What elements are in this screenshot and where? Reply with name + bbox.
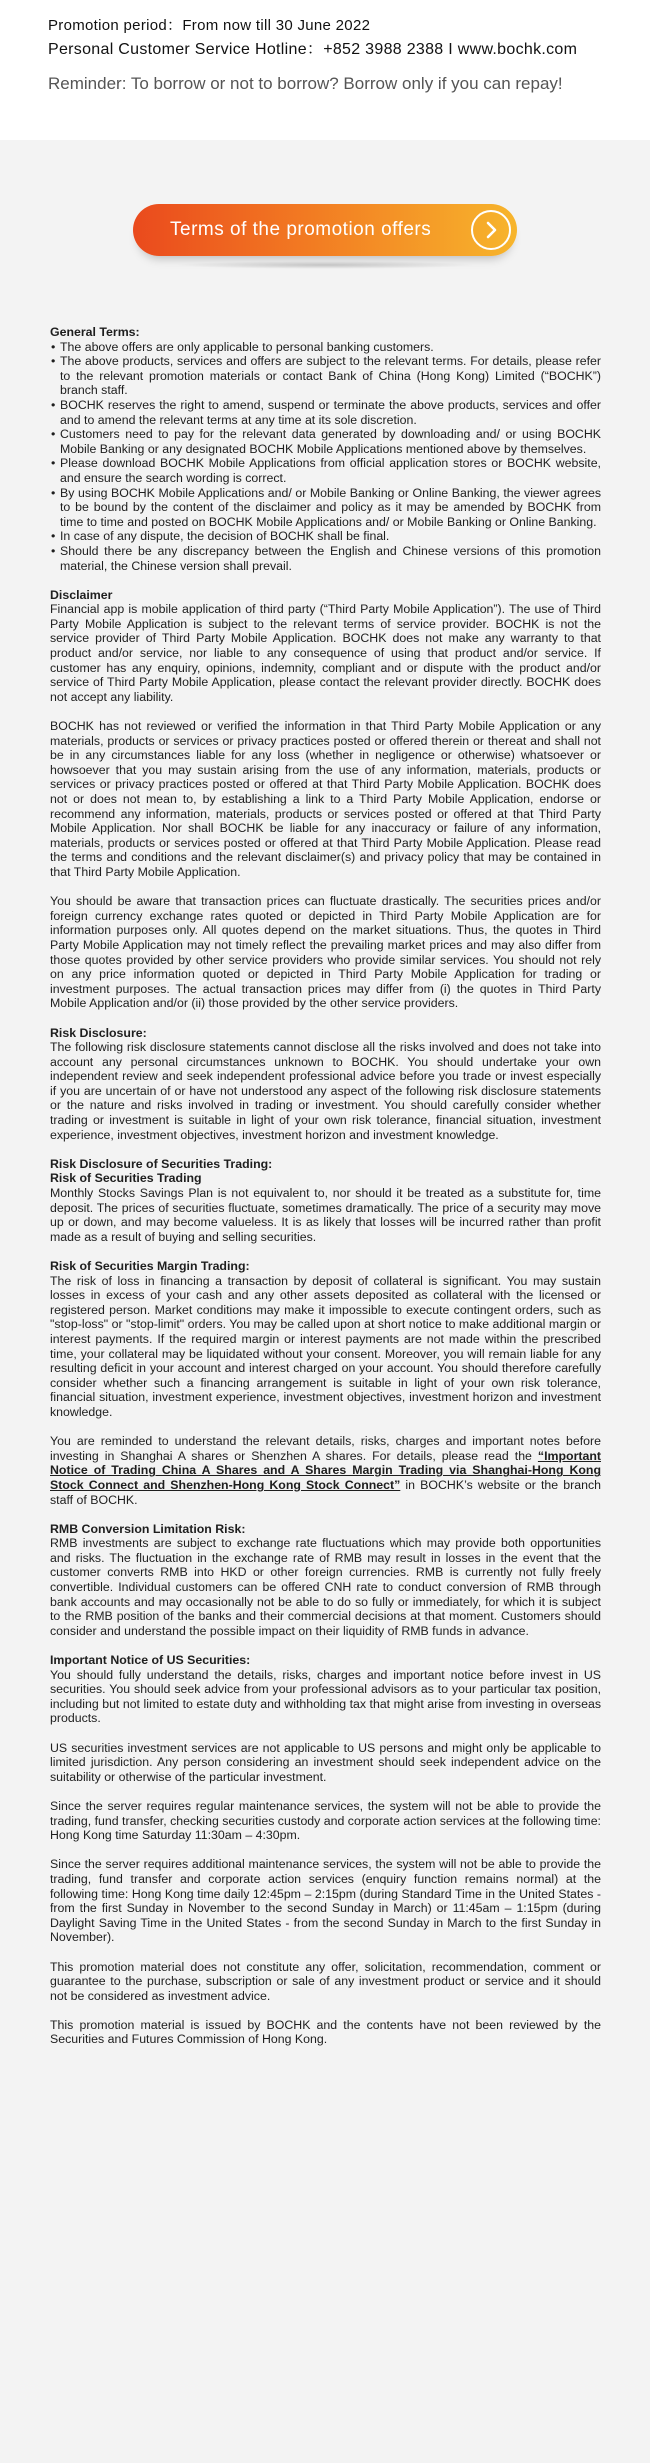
notice-text-before: You are reminded to understand the relevant details, risks, charges and important notes before investing in Shanghai A shares or Shenzhen A shares. For details, please read the <box>50 1434 601 1463</box>
list-item: • Should there be any discrepancy between the English and Chinese versions of this promotion material, the Chinese version shall prevail. <box>50 544 601 573</box>
customer-hotline: Personal Customer Service Hotline：+852 3988 2388 I www.bochk.com <box>48 41 578 58</box>
list-item: • The above products, services and offers are subject to the relevant terms. For details, please refer to the relevant promotion materials or contact Bank of China (Hong Kong) Limited (“BOCHK”) branch staff. <box>50 354 601 398</box>
list-item: • Please download BOCHK Mobile Applications from official application stores or BOCHK website, and ensure the search wording is correct. <box>50 456 601 485</box>
us-securities-paragraph: US securities investment services are not applicable to US persons and might only be applicable to limited jurisdiction. Any person considering an investment should seek independent advice on the suitability or otherwise of the particular investment. <box>50 1740 601 1784</box>
button-shadow <box>175 261 475 269</box>
a-shares-notice-paragraph <box>50 1434 601 1507</box>
list-item: • The above offers are only applicable to personal banking customers. <box>50 340 601 355</box>
promotion-period: Promotion period：From now till 30 June 2022 <box>48 17 371 34</box>
borrowing-reminder: Reminder: To borrow or not to borrow? Borrow only if you can repay! <box>48 74 563 93</box>
securities-trading-heading: Risk Disclosure of Securities Trading: <box>50 1156 273 1171</box>
terms-of-promotion-button[interactable] <box>133 204 517 256</box>
list-item: • By using BOCHK Mobile Applications and/ or Mobile Banking or Online Banking, the viewer agrees to be bound by the content of the disclaimer and policy as it may be amended by BOCHK from time to time and posted on BOCHK Mobile Applications and/ or Mobile Banking or Online Banking. <box>50 486 601 530</box>
risk-disclosure-heading: Risk Disclosure: <box>50 1025 147 1040</box>
general-terms-list <box>50 340 601 574</box>
general-terms-heading: General Terms: <box>50 325 140 339</box>
maintenance-notice-paragraph: Since the server requires regular maintenance services, the system will not be able to provide the trading, fund transfer, checking securities custody and corporate action services at the following time: Hong Kong time Saturday 11:30am – 4:30pm. <box>50 1798 601 1843</box>
us-securities-heading: Important Notice of US Securities: <box>50 1653 251 1668</box>
rmb-risk-paragraph: RMB investments are subject to exchange rate fluctuations which may provide both opportunities and risks. The fluctuation in the exchange rate of RMB may result in losses in the event that the customer converts RMB into HKD or other foreign currencies. RMB is currently not fully freely convertible. Individual customers can be offered CNH rate to conduct conversion of RMB through bank accounts and may occasionally not be able to do so fully or immediately, for which it is subject to the RMB position of the banks and their commercial decisions at that moment. Customers should consider and understand the possible impact on their liquidity of RMB funds in advance. <box>50 1536 601 1638</box>
disclaimer-paragraph: BOCHK has not reviewed or verified the information in that Third Party Mobile Application or any materials, products or services or privacy practices posted or offered therein or thereat and shall not be in any circumstances liable for any loss (whether in negligence or otherwise) whatsoever or howsoever that you may sustain arising from the use of any information, materials, products or services or privacy practices posted or offered at that Third Party Mobile Application. BOCHK does not or does not mean to, by establishing a link to a Third Party Mobile Application, endorse or recommend any information, materials, products or services posted or offered at that Third Party Mobile Application. Nor shall BOCHK be liable for any inaccuracy or failure of any information, materials, products or services posted or offered at that Third Party Mobile Application. Please read the terms and conditions and the relevant disclaimer(s) and privacy policy that may be contained in that Third Party Mobile Application. <box>50 719 601 879</box>
disclaimer-heading: Disclaimer <box>50 587 113 602</box>
rmb-risk-heading: RMB Conversion Limitation Risk: <box>50 1521 246 1536</box>
margin-trading-heading: Risk of Securities Margin Trading: <box>50 1259 250 1273</box>
list-item: • In case of any dispute, the decision of BOCHK shall be final. <box>50 529 601 544</box>
securities-trading-subheading: Risk of Securities Trading <box>50 1171 202 1186</box>
list-item: • Customers need to pay for the relevant data generated by downloading and/ or using BOCHK Mobile Banking or any designated BOCHK Mobile Applications mentioned above by themselves. <box>50 427 601 456</box>
risk-disclosure-paragraph: The following risk disclosure statements cannot disclose all the risks involved and does not take into account any personal circumstances unknown to BOCHK. You should undertake your own independent review and seek independent professional advice before you trade or invest especially if you are uncertain of or have not understood any aspect of the following risk disclosure statements or the nature and risks involved in trading or investment. You should carefully consider whether trading or investment is suitable in light of your own risk tolerance, financial situation, investment experience, investment objectives, investment horizon and investment knowledge. <box>50 1040 601 1142</box>
list-item: • BOCHK reserves the right to amend, suspend or terminate the above products, services and offer and to amend the relevant terms at any time at its sole discretion. <box>50 398 601 427</box>
chevron-right-icon <box>471 210 511 250</box>
securities-trading-paragraph: Monthly Stocks Savings Plan is not equivalent to, nor should it be treated as a substitute for, time deposit. The prices of securities fluctuate, sometimes dramatically. The price of a security may move up or down, and may become valueless. It is as likely that losses will be incurred rather than profit made as a result of buying and selling securities. <box>50 1186 601 1244</box>
disclaimer-paragraph: Financial app is mobile application of third party (“Third Party Mobile Application”). The use of Third Party Mobile Application is subject to the relevant terms of service provider. BOCHK is not the service provider of Third Party Mobile Application. BOCHK does not make any warranty to that product and/or service, nor liable to any consequence of using that product and/or service. If customer has any enquiry, opinions, indemnity, compliant and or dispute with the product and/or service of Third Party Mobile Application, please contact the relevant provider directly. BOCHK does not accept any liability. <box>50 602 601 704</box>
us-securities-paragraph: You should fully understand the details, risks, charges and important notice before invest in US securities. You should seek advice from your professional advisors as to your particular tax position, including but not limited to estate duty and withholding tax that might arise from investing in overseas products. <box>50 1667 601 1726</box>
a-shares-notice-link[interactable]: “Important Notice of Trading China A Shares and A Shares Margin Trading via Shanghai-Hong Kong Stock Connect and Shenzhen-Hong Kong Stock Connect” <box>50 1448 601 1492</box>
notice-text-after: in BOCHK’s website or the branch staff of BOCHK. <box>50 1477 601 1507</box>
disclaimer-paragraph: You should be aware that transaction prices can fluctuate drastically. The securities prices and/or foreign currency exchange rates quoted or depicted in Third Party Mobile Application are for information purposes only. All quotes depend on the market situations. Thus, the quotes in Third Party Mobile Application may not timely reflect the prevailing market prices and may also differ from those quotes provided by other service providers who provide similar services. You should not rely on any price information quoted or depicted in Third Party Mobile Application for trading or investment purposes. The actual transaction prices may differ from (i) the quotes in Third Party Mobile Application and/or (ii) those provided by the other service providers. <box>50 894 601 1011</box>
not-investment-advice-paragraph: This promotion material does not constitute any offer, solicitation, recommendation, comment or guarantee to the purchase, subscription or sale of any investment product or service and it should not be considered as investment advice. <box>50 1959 601 2003</box>
margin-trading-paragraph: The risk of loss in financing a transaction by deposit of collateral is significant. You may sustain losses in excess of your cash and any other assets deposited as collateral with the licensed or registered person. Market conditions may make it impossible to execute contingent orders, such as "stop-loss" or "stop-limit" orders. You may be called upon at short notice to make additional margin or interest payments. If the required margin or interest payments are not made within the prescribed time, your collateral may be liquidated without your consent. Moreover, you will remain liable for any resulting deficit in your account and interest charged on your account. You should therefore carefully consider whether such a financing arrangement is suitable in light of your own risk tolerance, financial situation, investment experience, investment objectives, investment horizon and investment knowledge. <box>50 1273 601 1419</box>
sfc-review-paragraph: This promotion material is issued by BOCHK and the contents have not been reviewed by the Securities and Futures Commission of Hong Kong. <box>50 2017 601 2047</box>
maintenance-notice-paragraph: Since the server requires additional maintenance services, the system will not be able to provide the trading, fund transfer and corporate action services (enquiry function remains normal) at the following time: Hong Kong time daily 12:45pm – 2:15pm (during Standard Time in the United States - from the first Sunday in November to the second Sunday in March) or 11:45am – 1:15pm (during Daylight Saving Time in the United States - from the second Sunday in March to the first Sunday in November). <box>50 1857 601 1945</box>
terms-button-label: Terms of the promotion offers <box>170 219 432 240</box>
page-header <box>0 0 650 140</box>
terms-content <box>50 325 601 2047</box>
cta-section <box>0 195 650 275</box>
